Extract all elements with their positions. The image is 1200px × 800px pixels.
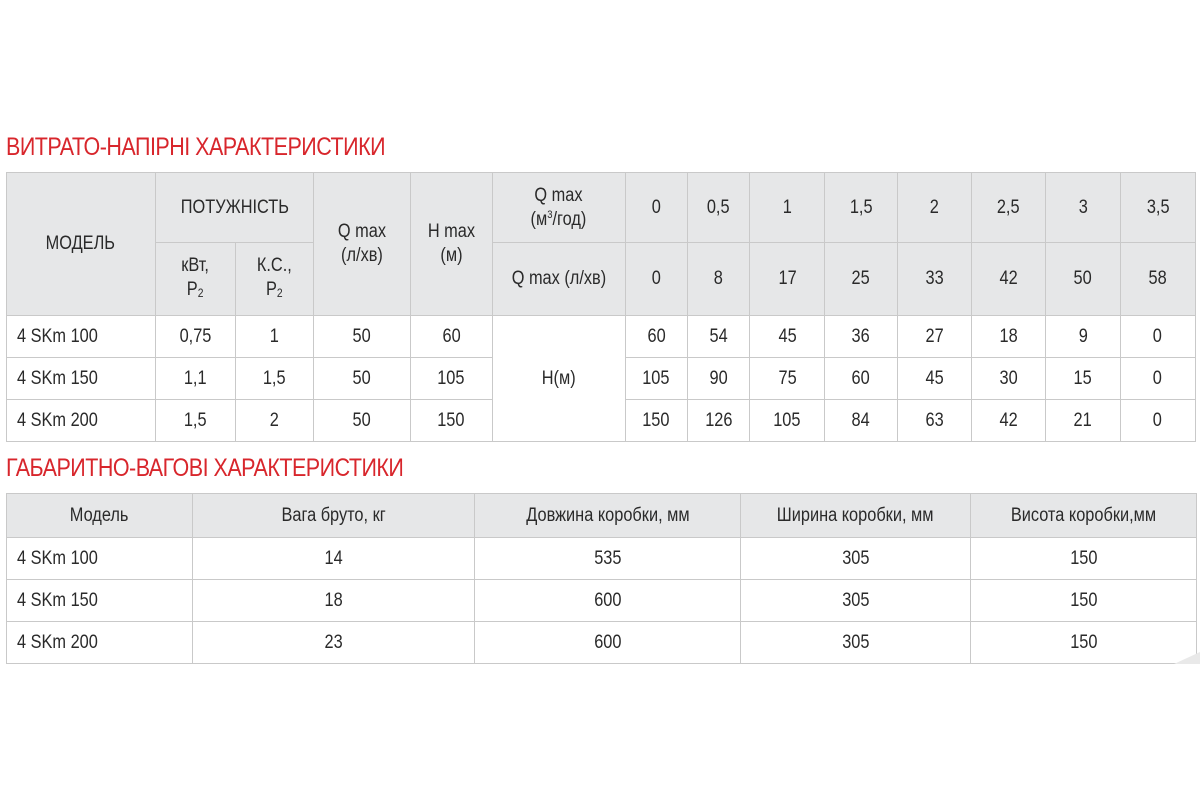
dimensions-table: [6, 493, 1197, 664]
head-cell: 150: [625, 400, 687, 442]
box-length-cell: 600: [475, 580, 741, 622]
head-cell: 0: [1120, 400, 1195, 442]
head-cell: 36: [825, 316, 897, 358]
power-hp-header: К.С., $P_2$: [235, 243, 313, 316]
flow-lmin-cell: 25: [825, 243, 897, 316]
box-length-column-header: Довжина коробки, мм: [475, 494, 741, 538]
performance-table: [6, 172, 1196, 442]
dimensions-section-title: ГАБАРИТНО-ВАГОВІ ХАРАКТЕРИСТИКИ: [6, 454, 404, 482]
model-column-header: Модель: [7, 494, 193, 538]
head-cell: 30: [971, 358, 1045, 400]
power-hp-cell: 2: [235, 400, 313, 442]
head-cell: 0: [1120, 358, 1195, 400]
head-cell: 54: [687, 316, 749, 358]
table-row: [7, 316, 1196, 358]
head-cell: 42: [971, 400, 1045, 442]
flow-m3h-cell: 0: [625, 173, 687, 243]
hmax-column-header: H max (м): [410, 173, 492, 316]
flow-lmin-cell: 0: [625, 243, 687, 316]
flow-m3h-cell: 2: [897, 173, 971, 243]
power-kw-cell: 0,75: [155, 316, 235, 358]
head-cell: 84: [825, 400, 897, 442]
hmax-cell: 105: [410, 358, 492, 400]
weight-cell: 18: [193, 580, 475, 622]
power-hp-cell: 1: [235, 316, 313, 358]
model-cell: 4 SKm 100: [7, 316, 156, 358]
power-kw-cell: 1,1: [155, 358, 235, 400]
hmax-cell: 150: [410, 400, 492, 442]
qmax-cell: 50: [314, 358, 410, 400]
box-width-column-header: Ширина коробки, мм: [741, 494, 971, 538]
power-column-header: ПОТУЖНІСТЬ: [155, 173, 314, 243]
flow-m3h-cell: 0,5: [687, 173, 749, 243]
head-cell: 9: [1046, 316, 1120, 358]
box-length-cell: 600: [475, 622, 741, 664]
power-kw-header: кВт, $P_2$: [155, 243, 235, 316]
head-cell: 27: [897, 316, 971, 358]
qmax-lmin-row-label: Q max (л/хв): [493, 243, 626, 316]
qmax-m3h-row-label: Q max $(м^3/год)$: [493, 173, 626, 243]
model-cell: 4 SKm 150: [7, 580, 193, 622]
weight-cell: 14: [193, 538, 475, 580]
head-cell: 0: [1120, 316, 1195, 358]
flow-lmin-cell: 50: [1046, 243, 1120, 316]
performance-section-title: ВИТРАТО-НАПІРНІ ХАРАКТЕРИСТИКИ: [6, 133, 386, 161]
table-row: [7, 622, 1197, 664]
flow-lmin-cell: 58: [1120, 243, 1195, 316]
flow-m3h-cell: 3,5: [1120, 173, 1195, 243]
flow-lmin-cell: 8: [687, 243, 749, 316]
head-cell: 21: [1046, 400, 1120, 442]
head-row-label: H(м): [493, 316, 626, 442]
model-cell: 4 SKm 200: [7, 622, 193, 664]
head-cell: 105: [750, 400, 825, 442]
model-cell: 4 SKm 200: [7, 400, 156, 442]
page-corner-decoration: [1174, 652, 1200, 664]
model-column-header: МОДЕЛЬ: [7, 173, 156, 316]
model-cell: 4 SKm 100: [7, 538, 193, 580]
flow-m3h-cell: 1,5: [825, 173, 897, 243]
box-height-column-header: Висота коробки,мм: [971, 494, 1197, 538]
table-row: [7, 580, 1197, 622]
flow-lmin-cell: 33: [897, 243, 971, 316]
power-kw-cell: 1,5: [155, 400, 235, 442]
head-cell: 45: [897, 358, 971, 400]
qmax-lmin-column-header: Q max (л/хв): [314, 173, 410, 316]
flow-lmin-cell: 17: [750, 243, 825, 316]
power-hp-cell: 1,5: [235, 358, 313, 400]
head-cell: 18: [971, 316, 1045, 358]
head-cell: 45: [750, 316, 825, 358]
head-cell: 105: [625, 358, 687, 400]
head-cell: 60: [825, 358, 897, 400]
weight-cell: 23: [193, 622, 475, 664]
table-row: [7, 538, 1197, 580]
box-width-cell: 305: [741, 538, 971, 580]
box-height-cell: 150: [971, 580, 1197, 622]
head-cell: 75: [750, 358, 825, 400]
head-cell: 60: [625, 316, 687, 358]
head-cell: 90: [687, 358, 749, 400]
model-cell: 4 SKm 150: [7, 358, 156, 400]
head-cell: 126: [687, 400, 749, 442]
weight-column-header: Вага бруто, кг: [193, 494, 475, 538]
box-width-cell: 305: [741, 580, 971, 622]
qmax-cell: 50: [314, 316, 410, 358]
flow-m3h-cell: 3: [1046, 173, 1120, 243]
box-length-cell: 535: [475, 538, 741, 580]
head-cell: 15: [1046, 358, 1120, 400]
flow-m3h-cell: 1: [750, 173, 825, 243]
hmax-cell: 60: [410, 316, 492, 358]
box-height-cell: 150: [971, 538, 1197, 580]
head-cell: 63: [897, 400, 971, 442]
flow-m3h-cell: 2,5: [971, 173, 1045, 243]
flow-lmin-cell: 42: [971, 243, 1045, 316]
qmax-cell: 50: [314, 400, 410, 442]
box-height-cell: 150: [971, 622, 1197, 664]
box-width-cell: 305: [741, 622, 971, 664]
